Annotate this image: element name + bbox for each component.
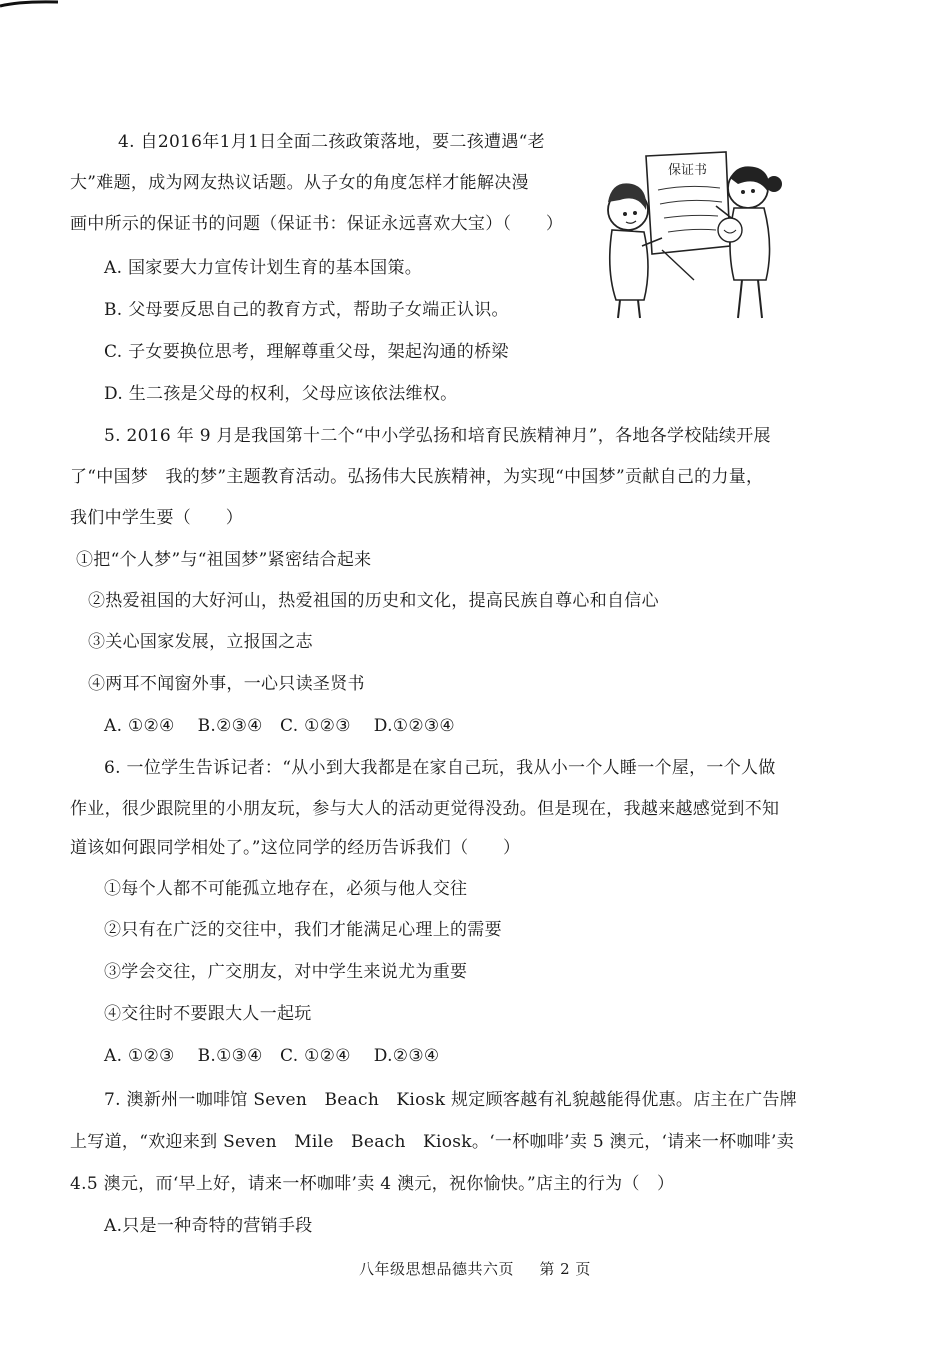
q6-stem-line-3: 道该如何跟同学相处了。”这位同学的经历告诉我们（ ） xyxy=(70,838,521,858)
q6-item-4: ④交往时不要跟大人一起玩 xyxy=(104,1004,312,1024)
q6-stem-line-1: 6. 一位学生告诉记者：“从小到大我都是在家自己玩，我从小一个人睡一个屋，一个人做 xyxy=(104,758,776,778)
footer-subject: 八年级思想品德共六页 xyxy=(359,1260,515,1278)
q4-option-c: C. 子女要换位思考，理解尊重父母，架起沟通的桥梁 xyxy=(104,342,509,362)
q7-stem-line-1: 7. 澳新州一咖啡馆 Seven Beach Kiosk 规定顾客越有礼貌越能得优惠。店主在广告牌 xyxy=(104,1090,798,1110)
q5-item-1: ①把“个人梦”与“祖国梦”紧密结合起来 xyxy=(76,550,372,570)
q4-stem-line-3: 画中所示的保证书的问题（保证书：保证永远喜欢大宝）（ ） xyxy=(70,214,564,234)
q6-stem-line-2: 作业，很少跟院里的小朋友玩，参与大人的活动更觉得没劲。但是现在，我越来越感觉到不知 xyxy=(70,799,780,819)
q4-stem-line-2: 大”难题，成为网友热议话题。从子女的角度怎样才能解决漫 xyxy=(70,173,529,193)
q5-item-4: ④两耳不闻窗外事，一心只读圣贤书 xyxy=(88,674,365,694)
q7-option-a: A.只是一种奇特的营销手段 xyxy=(104,1216,313,1236)
q5-options: A. ①②④ B.②③④ C. ①②③ D.①②③④ xyxy=(104,716,455,736)
q5-stem-line-2: 了“中国梦 我的梦”主题教育活动。弘扬伟大民族精神，为实现“中国梦”贡献自己的力量， xyxy=(70,467,764,487)
q6-item-2: ②只有在广泛的交往中，我们才能满足心理上的需要 xyxy=(104,920,502,940)
q4-option-d: D. 生二孩是父母的权利，父母应该依法维权。 xyxy=(104,384,458,404)
q6-options: A. ①②③ B.①③④ C. ①②④ D.②③④ xyxy=(104,1046,440,1066)
q5-item-2: ②热爱祖国的大好河山，热爱祖国的历史和文化，提高民族自尊心和自信心 xyxy=(88,591,659,611)
q5-stem-line-3: 我们中学生要（ ） xyxy=(70,508,243,528)
q4-option-b: B. 父母要反思自己的教育方式，帮助子女端正认识。 xyxy=(104,300,509,320)
q4-stem-line-1: 4. 自2016年1月1日全面二孩政策落地，要二孩遭遇“老 xyxy=(118,132,545,152)
cartoon-sign-title: 保证书 xyxy=(668,163,708,178)
cartoon-illustration xyxy=(598,150,788,325)
q7-stem-line-3: 4.5 澳元，而‘早上好，请来一杯咖啡’卖 4 澳元，祝你愉快。”店主的行为（ ） xyxy=(70,1174,675,1194)
q7-stem-line-2: 上写道，“欢迎来到 Seven Mile Beach Kiosk。‘一杯咖啡’卖 5 澳元，‘请来一杯咖啡’卖 xyxy=(70,1132,795,1152)
page-footer xyxy=(0,1258,950,1279)
q6-item-3: ③学会交往，广交朋友，对中学生来说尤为重要 xyxy=(104,962,468,982)
q5-item-3: ③关心国家发展，立报国之志 xyxy=(88,632,313,652)
footer-page-number: 第 2 页 xyxy=(539,1260,591,1278)
q4-option-a: A. 国家要大力宣传计划生育的基本国策。 xyxy=(104,258,423,278)
q6-item-1: ①每个人都不可能孤立地存在，必须与他人交往 xyxy=(104,879,468,899)
q5-stem-line-1: 5. 2016 年 9 月是我国第十二个“中小学弘扬和培育民族精神月”，各地各学校陆续开展 xyxy=(104,426,771,446)
